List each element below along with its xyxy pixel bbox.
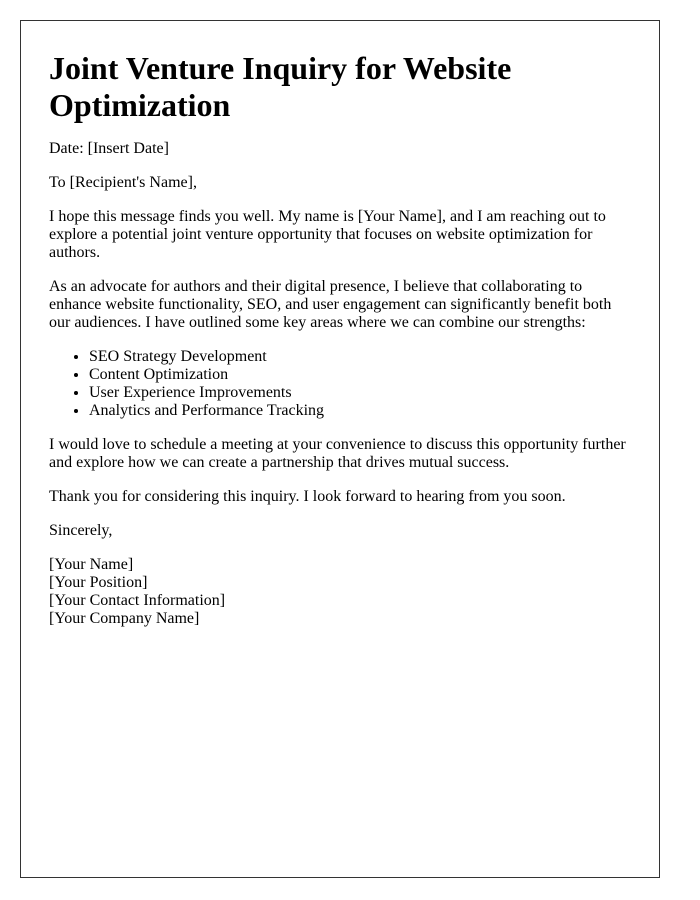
letter-title: Joint Venture Inquiry for Website Optimization	[49, 50, 512, 123]
date-line: Date: [Insert Date]	[49, 140, 169, 157]
signature-name: [Your Name]	[49, 556, 134, 573]
list-item: • Content Optimization	[89, 366, 631, 384]
signature-contact: [Your Contact Information]	[49, 592, 226, 609]
signature-block	[49, 556, 631, 628]
list-item: • SEO Strategy Development	[89, 348, 631, 366]
signature-position: [Your Position]	[49, 574, 148, 591]
intro-paragraph: I hope this message finds you well. My name is [Your Name], and I am reaching out to explore a potential joint venture opportunity that focuses on website optimization for authors.	[49, 208, 606, 261]
thanks-paragraph: Thank you for considering this inquiry. I look forward to hearing from you soon.	[49, 488, 566, 505]
letter-page	[20, 20, 660, 878]
advocate-paragraph: As an advocate for authors and their digital presence, I believe that collaborating to enhance website functionality, SEO, and user engagement can significantly benefit both our audiences. I have outlined some key areas where we can combine our strengths:	[49, 278, 612, 331]
signature-company: [Your Company Name]	[49, 610, 200, 627]
key-areas-list	[49, 348, 631, 420]
list-item: • User Experience Improvements	[89, 384, 631, 402]
meeting-paragraph: I would love to schedule a meeting at your convenience to discuss this opportunity further and explore how we can create a partnership that drives mutual success.	[49, 436, 626, 471]
list-item: • Analytics and Performance Tracking	[89, 402, 631, 420]
greeting: To [Recipient's Name],	[49, 174, 197, 191]
closing: Sincerely,	[49, 522, 113, 539]
